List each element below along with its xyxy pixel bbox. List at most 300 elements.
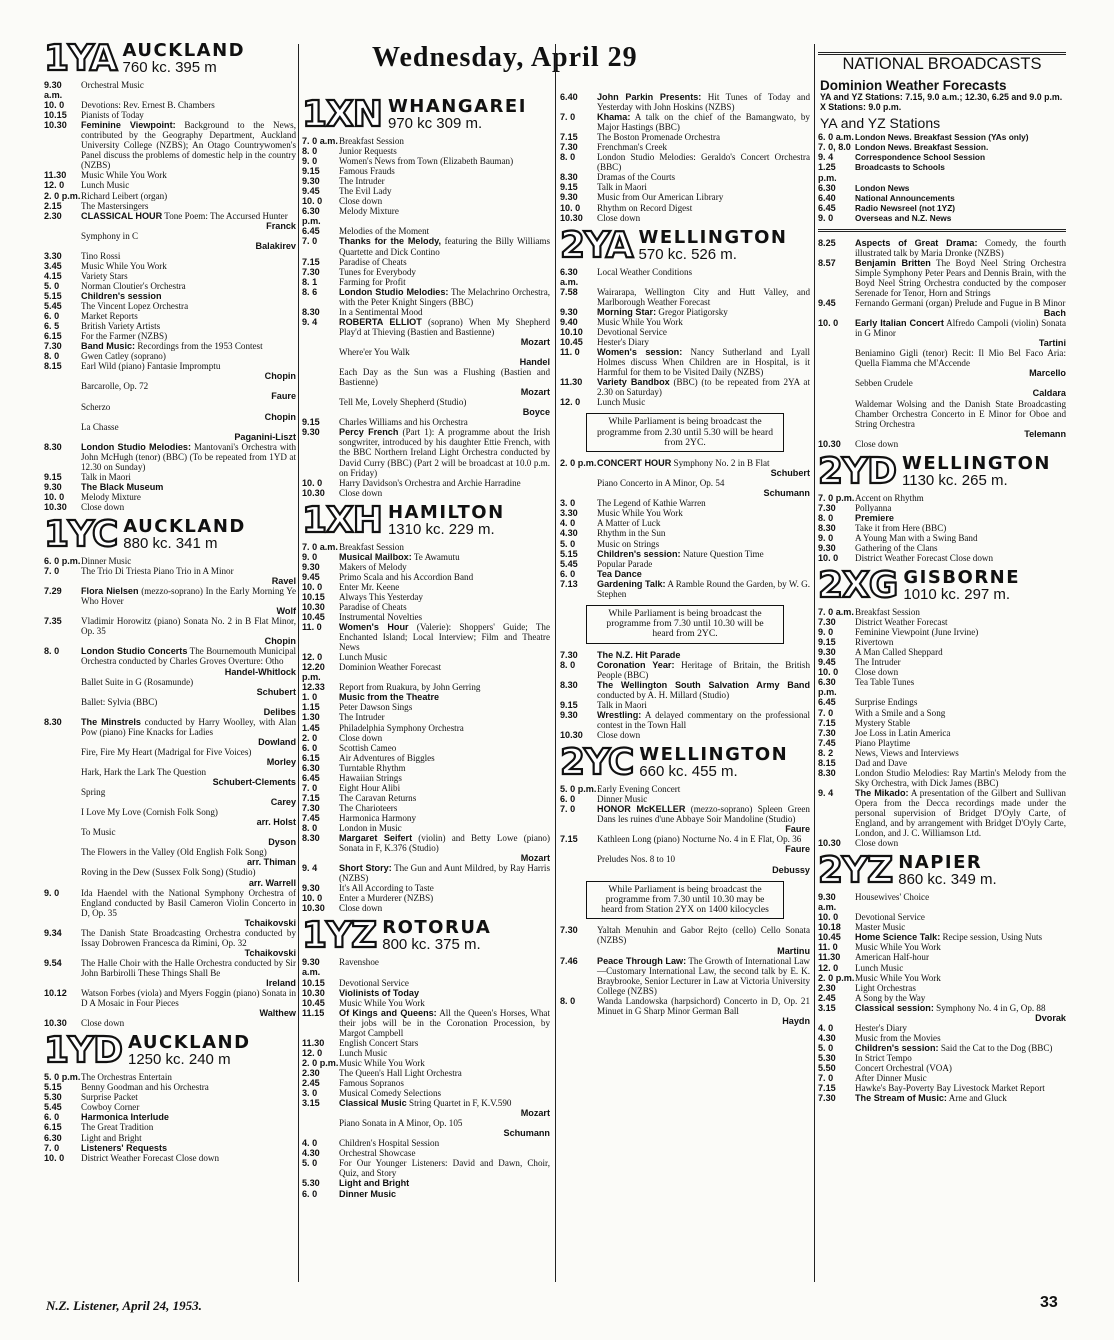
composer-name: Mozart [520,336,550,347]
time-label: 9.30 [302,561,320,572]
time-label: 6.30 a.m. [560,266,579,287]
time-label: 6. 0 [560,568,576,579]
time-label: 7. 0 [560,804,576,815]
programme-description: Fernando Germani (organ) Prelude and Fugue in B Minor [855,298,1066,309]
programme-description: Music on Strings [597,538,660,549]
programme-description: Breakfast Session [339,136,404,146]
section-divider [818,229,1066,232]
programme-entry [44,422,296,442]
programme-text [339,136,550,146]
programme-description: London Studio Melodies: Geraldo's Concert Orchestra (BBC) [597,152,810,173]
time-label: 7. 0 [302,782,318,793]
time-label: 12. 0 [302,652,323,663]
programme-text [339,682,550,692]
programme-entry [560,854,810,874]
time-label: 10.30 [302,903,325,914]
programme-description: Popular Parade [597,558,653,569]
programme-text [855,493,1066,503]
programme-entry [302,156,550,166]
programme-entry [302,542,550,552]
programme-text [339,1118,550,1138]
programme-entry [818,503,1066,513]
programme-highlight: Morning Star: [597,306,657,317]
programme-entry [44,80,296,100]
programme-entry [302,712,550,722]
weather-times: X Stations: 9.0 p.m. [820,101,902,112]
time-label: 7.30 [818,727,836,738]
station-frequency: 970 kc 309 m. [387,115,483,132]
programme-description: Hester's Diary [597,336,649,347]
programme-text [81,341,296,351]
programme-text [81,482,296,492]
programme-entry [818,647,1066,657]
programme-highlight: Home Science Talk: [855,932,941,943]
weather-heading: Dominion Weather Forecasts [820,78,1007,94]
programme-highlight: The Stream of Music: [855,1093,947,1104]
programme-entry [560,327,810,337]
time-label: 10.45 [302,997,325,1008]
programme-text [855,513,1066,523]
programme-entry [560,804,810,834]
programme-description: A presentation of the Gilbert and Sullivan Opera from the Decca recordings made under the personal supervision of Bridget D'Oyly Carte, of England, and by arrangement with Bridget D'Oyly Carte, London, and J. C. Williamson Ltd. [855,787,1066,839]
programme-entry [818,238,1066,258]
time-label: 7. 0 a.m. [302,541,338,552]
programme-description: Spring [81,787,106,798]
programme-text [339,883,550,893]
programme-entry [44,888,296,928]
programme-entry [302,347,550,367]
composer-name: arr. Holst [256,817,296,828]
programme-entry [44,201,296,211]
programme-entry [560,213,810,223]
programme-description: Symphony in C [81,230,139,241]
programme-entry [560,794,810,804]
time-label: 10.15 [302,977,325,988]
time-label: 6.15 [44,331,62,342]
programme-description: Hester's Diary [855,1022,907,1033]
programme-description: Close down [597,212,641,223]
time-label: 7.30 [818,617,836,628]
programme-description: The Boston Promenade Orchestra [597,132,720,143]
programme-entry [44,1102,296,1112]
composer-name: Mozart [520,853,550,864]
programme-description: (BBC) (to be repeated from 2YA at 2.30 on Saturday) [597,377,810,398]
time-label: 7.15 [818,717,836,728]
programme-entry [44,321,296,331]
time-label: 8. 0 [560,995,576,1006]
programme-text [597,569,810,579]
programme-text [855,718,1066,728]
composer-name: Marcello [1029,368,1066,379]
programme-text [597,132,810,142]
programme-description: Housewives' Choice [855,892,930,903]
programme-highlight: CLASSICAL HOUR [81,210,163,221]
programme-text [597,559,810,569]
programme-entry [44,747,296,767]
programme-description: American Half-hour [855,952,929,963]
time-label: 11.30 [818,952,841,963]
programme-highlight: Benjamin Britten [855,257,931,268]
programme-text [339,702,550,712]
programme-text [855,193,1066,203]
programme-entry [818,399,1066,439]
time-label: 8. 0 [44,646,60,657]
programme-text [855,768,1066,788]
time-label [44,747,81,767]
time-label: 10.30 [818,438,841,449]
programme-text [855,647,1066,657]
programme-description: London Studio Melodies: Ray Martin's Melody from the Sky Orchestra, with Dick James (BBC) [855,767,1066,788]
programme-entry [560,784,810,794]
programme-highlight: CONCERT HOUR [597,458,672,469]
programme-text [81,616,296,646]
programme-description: Lunch Music [339,1047,388,1058]
programme-entry [560,834,810,854]
programme-highlight: Tea Dance [597,568,642,579]
programme-description: The Intruder [855,657,901,668]
time-label: 9.45 [818,657,836,668]
programme-description: Frenchman's Creek [597,142,668,153]
station-city: AUCKLAND [128,1032,251,1054]
programme-description: I Love My Love (Cornish Folk Song) [81,807,218,818]
time-label: 9.15 [302,417,320,428]
time-label: 2. 0 p.m. [818,972,855,983]
programme-entry [560,182,810,192]
programme-description: The Melachrino Orchestra, with the Peter Knight Singers (BBC) [339,286,551,307]
programme-text [597,956,810,996]
programme-description: Close down [339,903,383,914]
programme-description: Preludes Nos. 8 to 10 [597,854,676,865]
time-label: 6. 0 a.m. [818,132,854,143]
programme-entry [560,478,810,498]
programme-entry [302,1038,550,1048]
programme-text [339,277,550,287]
programme-text [855,728,1066,738]
programme-description: Devotional Service [597,326,667,337]
programme-entry [818,677,1066,697]
programme-entry [302,793,550,803]
programme-entry [302,488,550,498]
time-label: 1.45 [302,722,320,733]
programme-description: Music While You Work [339,997,425,1008]
programme-text [855,892,1066,912]
programme-text [339,307,550,317]
programme-text [597,804,810,834]
programme-description: Tone Poem: The Accursed Hunter [164,210,288,221]
station-frequency: 1310 kc. 229 m. [387,520,495,538]
programme-entry [818,162,1066,182]
station-city: AUCKLAND [123,516,246,538]
programme-entry [560,498,810,508]
programme-entry [560,92,810,112]
column-divider [814,44,815,1282]
programme-description: Close down [855,838,899,849]
station-info [903,568,1020,603]
programme-entry [560,528,810,538]
programme-text [339,712,550,722]
time-label: 3.15 [302,1098,320,1109]
programme-entry [818,1063,1066,1073]
programme-entry [818,203,1066,213]
programme-entry [818,142,1066,152]
programme-entry [818,493,1066,503]
time-label: 8. 0 [44,351,60,362]
station-city: AUCKLAND [122,40,246,61]
time-label: 12.20 p.m. [302,662,325,683]
column-divider [555,44,556,1282]
programme-text [81,958,296,988]
programme-text [597,539,810,549]
programme-entry [302,662,550,682]
programme-highlight: Women's Hour [339,622,409,633]
programme-text [597,700,810,710]
programme-text [855,1043,1066,1053]
programme-entry [560,377,810,397]
programme-description: With a Smile and a Song [855,707,946,718]
composer-name: Chopin [264,371,296,382]
programme-entry [560,337,810,347]
programme-entry [302,602,550,612]
programme-description: Close down [339,487,383,498]
time-label: 10.15 [44,110,67,121]
time-label [44,807,81,827]
time-label: 6.40 [560,92,578,102]
programme-entry [44,1133,296,1143]
programme-text [855,523,1066,533]
time-label: 7. 0 a.m. [818,607,854,618]
programme-entry [302,1048,550,1058]
programme-description: Te Awamutu [413,551,460,562]
programme-text [339,823,550,833]
programme-text [81,1082,296,1092]
programme-description: The Great Tradition [81,1122,154,1133]
programme-entry [818,258,1066,298]
time-label: 5. 0 [560,538,576,549]
composer-name: Chopin [264,636,296,647]
programme-entry [818,758,1066,768]
programme-text [339,612,550,622]
programme-description: Pollyanna [855,502,892,513]
time-label: 9.15 [818,637,836,648]
station-info [388,503,505,538]
programme-entry [44,110,296,120]
programme-text [81,1133,296,1143]
composer-name: Martinu [777,945,810,956]
programme-highlight: Children's session: [597,548,681,559]
programme-description: The Flowers in the Valley (Old English Folk Song) [81,847,267,858]
programme-entry [560,710,810,730]
programme-entry [302,236,550,256]
time-label: 10. 0 [560,202,581,213]
station-info [128,1033,251,1068]
programme-entry [302,417,550,427]
programme-entry [302,723,550,733]
programme-entry [818,553,1066,563]
time-label: 9.30 [560,709,578,720]
programme-highlight: Light and Bright [339,1178,410,1189]
time-label: 6.30 p.m. [818,677,837,698]
programme-entry [302,257,550,267]
time-label: 5.15 [44,290,62,301]
programme-highlight: Listeners' Requests [81,1142,168,1153]
programme-text [597,996,810,1026]
programme-text [81,211,296,231]
programme-description: Music from the Movies [855,1032,941,1043]
programme-entry [560,203,810,213]
time-label: 7.58 [560,286,578,297]
programme-description: Overseas and N.Z. News [855,212,952,223]
composer-name: Mozart [520,1108,550,1119]
composer-name: Schubert [770,468,810,479]
programme-text [339,287,550,307]
programme-description: Recordings from the 1953 Contest [137,341,263,352]
programme-entry [302,763,550,773]
programme-description: In a Sentimental Mood [339,306,423,317]
time-label: 10.30 [818,838,841,849]
programme-entry [302,733,550,743]
programme-description: Piano Playtime [855,737,911,748]
time-label: 6.30 p.m. [302,206,321,227]
time-label: 7.45 [302,812,320,823]
time-label: 1.25 p.m. [818,162,837,183]
station-logo: 2YD [818,450,896,492]
time-label: 6.45 [302,772,320,783]
programme-text [855,1063,1066,1073]
programme-description: British Variety Artists [81,321,161,332]
programme-entry [560,397,810,407]
programme-description: Richard Leibert (organ) [81,190,168,201]
programme-highlight: The Wellington South Salvation Army Band [597,679,810,690]
programme-description: The Growth of International Law—Customary International Law, the second talk by E. K. Braybrooke, Senior Lecturer in Law at Victoria University College (NZBS) [597,955,810,996]
time-label: 10. 0 [818,667,839,678]
time-label: 9. 0 [44,887,60,898]
programme-text [855,667,1066,677]
programme-description: It's All According to Taste [339,883,434,894]
time-label: 9.45 [302,186,320,197]
time-label: 5. 0 p.m. [560,784,597,795]
programme-text [855,258,1066,298]
programme-highlight: Early Italian Concert [855,318,944,329]
programme-entry [302,803,550,813]
programme-description: Light Orchestras [855,982,916,993]
programme-text [81,351,296,361]
programme-text [81,321,296,331]
programme-entry [44,827,296,847]
station-frequency: 1010 kc. 297 m. [903,586,1011,604]
programme-text [339,542,550,552]
programme-entry [818,963,1066,973]
time-label: 9.30 a.m. [44,80,63,101]
time-label: 9. 0 [818,627,834,638]
programme-entry [302,753,550,763]
station-header [44,38,296,79]
programme-text [339,1088,550,1098]
programme-entry [302,1178,550,1188]
composer-name: Wolf [276,606,296,617]
programme-entry [44,311,296,321]
programme-text [855,708,1066,718]
time-label: 6.30 [818,182,836,193]
programme-description: Earl Wild (piano) Fantasie Impromptu [81,361,221,372]
time-label: 12. 0 [44,180,65,191]
programme-text [81,442,296,472]
programme-text [339,478,550,488]
programme-entry [44,482,296,492]
time-label: 5.45 [44,1102,62,1113]
programme-entry [302,1058,550,1068]
programme-text [339,1098,550,1118]
time-label: 11. 0 [302,622,322,633]
programme-text [339,783,550,793]
station-info [123,41,246,76]
programme-text [81,1143,296,1153]
station-logo: 1YD [44,1030,122,1072]
programme-description: All the Queen's Horses, What their jobs will be in the Coronation Procession, by Margot Campbell [339,1007,550,1038]
station-city: WELLINGTON [638,226,788,248]
time-label: 10.10 [560,326,583,337]
time-label: 10.30 [44,1018,67,1029]
programme-text [81,1153,296,1163]
time-label: 2. 0 p.m. [44,190,81,201]
programme-entry [818,513,1066,523]
programme-text [81,646,296,676]
programme-entry [302,1008,550,1038]
time-label: 9. 0 [302,156,318,167]
programme-description: Ida Haendel with the National Symphony Orchestra of England conducted by Basil Cameron Violin Concerto in D, Op. 35 [81,887,296,918]
programme-entry [818,627,1066,637]
programme-entry [44,502,296,512]
programme-entry [302,196,550,206]
programme-description: Master Music [855,922,906,933]
programme-highlight: Band Music: [81,341,136,352]
time-label: 6.15 [302,752,320,763]
programme-entry [560,192,810,202]
programme-description: Cowboy Corner [81,1102,140,1113]
programme-text [81,291,296,301]
programme-entry [44,271,296,281]
programme-entry [44,556,296,566]
programme-entry [560,730,810,740]
programme-text [339,562,550,572]
programme-text [597,317,810,327]
time-label: 6.15 [44,1122,62,1133]
programme-description: Radio Newsreel (not 1YZ) [855,202,956,213]
programme-description: Watson Forbes (viola) and Myers Foggin (piano) Sonata in D A Mosaic in Four Pieces [81,988,296,1009]
programme-text [339,552,550,562]
programme-description: Musical Comedy Selections [339,1088,442,1099]
programme-description: Scottish Cameo [339,742,397,753]
programme-description: The Mastersingers [81,200,149,211]
programme-description: Charles Williams and his Orchestra [339,417,468,428]
station-city: WHANGAREI [387,96,527,117]
programme-text [855,952,1066,962]
programme-description: London News. Breakfast Session (YAs only) [855,132,1029,143]
programme-entry [44,847,296,867]
time-label: 8.30 [560,172,578,183]
programme-description: Hawaiian Strings [339,772,402,783]
programme-text [339,417,550,427]
programme-text [855,993,1066,1003]
programme-description: conducted by Harry Woolley, with Alan Pow (piano) Fine Knacks for Ladies [81,716,297,737]
programme-entry [302,1068,550,1078]
programme-description: Music While You Work [855,942,941,953]
programme-entry [818,667,1066,677]
programme-entry [302,206,550,226]
time-label: 10.30 [302,487,325,498]
time-label: 9. 0 [302,551,318,562]
programme-entry [302,823,550,833]
programme-text [855,677,1066,697]
